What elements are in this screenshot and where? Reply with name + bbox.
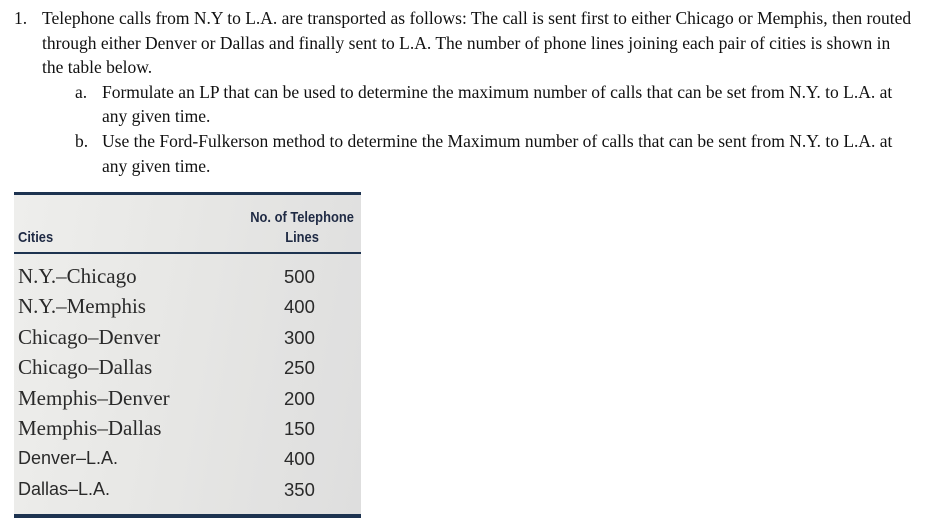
route-cell: N.Y.–Chicago <box>18 264 137 288</box>
part-a <box>75 80 902 129</box>
lines-cell: 350 <box>284 478 315 500</box>
table-row <box>14 324 361 354</box>
route-cell: Chicago–Dallas <box>18 355 153 380</box>
table-row <box>14 293 361 323</box>
table-body <box>14 263 361 506</box>
route-cell: Memphis–Dallas <box>18 415 162 440</box>
column-header-lines <box>244 208 360 248</box>
column-header-lines-line1: No. of Telephone <box>250 209 354 226</box>
part-b-text: Use the Ford-Fulkerson method to determine the Maximum number of calls that can be sent from N.Y. to L.A. at any given time. <box>102 130 893 176</box>
table-row <box>14 354 361 384</box>
problem-number: 1. <box>14 8 28 28</box>
table-header-rule <box>14 252 361 254</box>
problem-statement <box>14 6 914 178</box>
phone-lines-table <box>14 192 361 518</box>
lines-cell: 400 <box>284 296 315 318</box>
part-a-text: Formulate an LP that can be used to determine the maximum number of calls that can be set from N.Y. to L.A. at any given time. <box>102 81 893 127</box>
table-row <box>14 385 361 415</box>
table-bottom-rule <box>14 514 361 518</box>
lines-cell: 250 <box>284 357 315 379</box>
route-cell: Dallas–L.A. <box>18 478 111 499</box>
table-row <box>14 263 361 293</box>
part-a-letter: a. <box>75 81 88 102</box>
lines-cell: 200 <box>284 387 315 409</box>
table-row <box>14 415 361 445</box>
lines-cell: 400 <box>284 448 315 470</box>
column-header-cities: Cities <box>18 229 54 246</box>
table-row <box>14 445 361 475</box>
route-cell: Denver–L.A. <box>18 448 119 469</box>
table-top-rule <box>14 192 361 195</box>
part-b <box>75 129 902 178</box>
route-cell: Memphis–Denver <box>18 385 170 410</box>
table-row <box>14 476 361 506</box>
lines-cell: 150 <box>284 417 315 439</box>
problem-stem: Telephone calls from N.Y to L.A. are transported as follows: The call is sent first to either Chicago or Memphis, then routed through either Denver or Dallas and finally sent to L.A. The number of phone lines joining each pair of cities is shown in the table below. <box>42 8 912 78</box>
route-cell: Chicago–Denver <box>18 324 161 349</box>
column-header-lines-line2: Lines <box>285 229 319 246</box>
route-cell: N.Y.–Memphis <box>18 294 146 319</box>
lines-cell: 500 <box>284 266 315 287</box>
lines-cell: 300 <box>284 326 315 348</box>
part-b-letter: b. <box>75 130 89 151</box>
